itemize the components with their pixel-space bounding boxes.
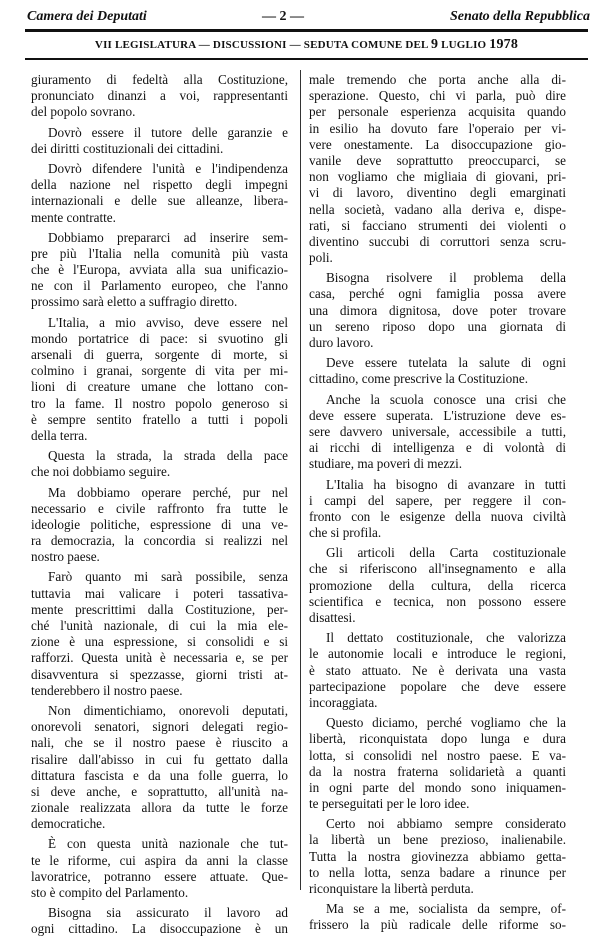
header-senate: Senato della Repubblica [450,9,590,24]
text-line: un sereno riposo dopo una giornata di [309,318,566,334]
text-line: to nella lotta, senza badare a rinunce per [309,864,566,880]
paragraph [309,901,566,933]
paragraph [31,230,288,311]
text-line: dei diritti costituzionali dei cittadini. [31,140,224,156]
paragraph [31,125,288,157]
text-line: L'Italia, a mio avviso, deve essere nel [48,314,288,330]
text-line: che noi dobbiamo seguire. [31,464,171,480]
header-chamber: Camera dei Deputati [27,9,147,24]
paragraph [309,392,566,473]
text-line: che si riferiscono all'insegnamento e alla [309,561,566,577]
paragraph [309,355,566,387]
text-line: Dobbiamo prepararci ad inserire sem- [48,229,288,245]
text-line: duro lavoro. [309,335,374,350]
text-line: democratiche. [31,816,106,832]
page-number: — 2 — [262,9,304,24]
text-line: pronunciato dinanzi a voi, rappresentanti [31,88,288,104]
text-line: disattesi. [309,610,356,625]
text-line: risalire dall'abisso in cui fu gettato dalla [31,751,288,767]
text-line: tenderebbero il nostro paese. [31,682,183,698]
text-line: Anche la scuola conosce una crisi che [326,391,566,407]
text-line: incoraggiata. [309,694,378,710]
paragraph [31,905,288,937]
text-line: Tutta la nostra giovinezza abbiamo getta- [309,848,566,864]
text-line: zione è una espressione, si consolidi e si [31,634,288,650]
paragraph [309,270,566,351]
column-divider [300,70,301,890]
running-header [25,7,590,27]
text-line: della terra. [31,427,88,443]
text-line: ché l'unità nazionale, di cui la mia ele- [31,618,288,633]
paragraph [31,72,288,121]
text-line: sere davvero universale, accessibile a tutti, [309,423,566,439]
text-line: i campi del sapere, per reggere il con- [309,492,566,508]
text-line: Ma se a me, socialista da sempre, of- [326,901,566,917]
text-line: mente prescrittimi dalla Costituzione, per- [31,601,288,617]
text-line: diventino succubi di corruttori senza scru- [309,233,566,249]
text-line: te perseguitati per le loro idee. [309,796,470,812]
text-line: male tremendo che porta anche alla di- [309,72,566,87]
text-column-right [309,72,566,938]
text-line: mondo portatrice di pace: si svuotino gli [31,330,288,346]
text-line: è sempre sentito fratello a tutti i popoli [31,411,288,427]
paragraph [31,315,288,445]
text-line: tro la fame. Il nostro popolo generoso si [31,395,288,411]
text-line: zionale realizzata allora da tutte le forze [31,800,288,816]
text-line: studiare, ma poveri di mezzi. [309,456,463,472]
paragraph [31,448,288,480]
text-line: si deve anche, e soprattutto, all'unità na- [31,783,288,799]
text-line: mente contratte. [31,209,116,225]
text-line: lavoratrice, potranno essere attuate. Que- [31,868,288,884]
text-line: è stato attuato. Ne è derivata una vasta [309,662,566,678]
text-line: Deve essere tutelata la salute di ogni [326,355,566,371]
text-line: cittadino, come prescrive la Costituzione. [309,371,528,387]
text-line: dittatura fascista e da una folle guerra, lo [31,767,288,783]
text-line: sto è compito del Parlamento. [31,885,189,900]
subheader-prefix: VII LEGISLATURA — DISCUSSIONI — SEDUTA COMUNE DEL [94,39,428,51]
text-line: vi di lavoro, diventino degli emarginati [309,185,566,201]
text-line: Dovrò essere il tutore delle garanzie e [48,124,288,140]
text-column-left [31,72,288,942]
text-line: una dimora dignitosa, dove poter trovare [309,302,566,318]
text-line: in ogni parte del mondo sono iniquamen- [309,779,566,795]
paragraph [31,485,288,566]
text-line: Dovrò difendere l'unità e l'indipendenza [48,160,288,176]
text-line: nali, che se il nostro paese è riuscito a [31,735,288,751]
text-line: casa, perché ogni famiglia possa avere [309,286,566,302]
text-line: onorevoli senatori, signori delegati regio- [31,719,288,735]
text-line: ne con il Parlamento europeo, che l'anno [31,278,288,294]
text-line: che si profila. [309,525,382,541]
text-line: scientifica e tecnica, non possono essere [309,593,566,609]
paragraph [309,715,566,812]
text-line: frissero la più radicale delle riforme so- [309,917,566,933]
text-line: rafforzi. Questa unità è necessaria e, se per [31,650,288,666]
text-line: della nazione nel rispetto degli impegni [31,177,288,193]
paragraph [31,836,288,901]
text-line: rati, si facciano strumenti dei violenti o [309,217,566,233]
text-line: le autonomie locali e introduce le regioni, [309,646,566,662]
text-line: in esilio ha dovuto fare l'operaio per vi- [309,120,566,136]
text-line: non vogliamo che migliaia di giovani, pri- [309,169,566,185]
text-line: necessario e civile raffronto fra tutte le [31,500,288,516]
text-line: ogni cittadino. La disoccupazione è un [31,921,288,937]
text-line: ideologie politiche, espressione di una ve- [31,516,288,532]
text-line: lioni di creature umane che lottano con- [31,379,288,395]
text-line: lotta, si consolidi nel nostro paese. E va- [309,747,566,763]
text-line: prossimo sarà eletto a suffragio diretto. [31,294,238,310]
text-line: Il dettato costituzionale, che valorizza [326,630,566,646]
paragraph [31,161,288,226]
text-line: partecipazione popolare che deve essere [309,678,566,694]
subheader-rule [25,58,588,60]
subheader-month: LUGLIO [441,39,487,51]
text-line: internazionali e delle sue alleanze, libera- [31,193,288,209]
text-line: Questo diciamo, perché vogliamo che la [326,715,566,731]
text-line: Non dimentichiamo, onorevoli deputati, [48,702,288,718]
header-rule [25,29,588,32]
subheader-day: 9 [430,37,439,52]
text-line: da la nostra fraterna solidarietà a quanti [309,763,566,779]
paragraph [309,630,566,711]
subheader-year: 1978 [489,37,519,52]
text-line: libertà, riconquistata dopo lunga e dura [309,731,566,747]
paragraph [31,703,288,833]
text-line: per personale esperienza acquisita quando [309,104,566,120]
text-line: giuramento di fedeltà alla Costituzione, [31,72,288,87]
text-line: Bisogna sia assicurato il lavoro ad [48,905,288,921]
text-line: L'Italia ha bisogno di avanzare in tutti [326,476,566,492]
text-line: Questa la strada, la strada della pace [48,448,288,464]
text-line: nostro paese. [31,549,100,565]
text-line: ai ricchi di intelligenza e di volontà di [309,440,566,456]
text-line: sperazione. Questo, chi vi parla, può dire [309,88,566,104]
text-line: Ma dobbiamo operare perché, pur nel [48,484,288,500]
text-line: Certo noi abbiamo sempre considerato [326,816,566,832]
session-subheader [25,37,588,53]
text-line: nella società, vadano alla deriva e, dispe- [309,201,566,217]
text-line: deve essere superata. L'istruzione deve es- [309,407,566,423]
paragraph [31,569,288,699]
paragraph [309,816,566,897]
text-line: Gli articoli della Carta costituzionale [326,545,566,561]
text-line: tuttavia mai valicare i poteri tassativa- [31,585,288,601]
text-line: arsenali di guerra, sorgente di morte, si [31,347,288,362]
paragraph [309,477,566,542]
text-line: vanile deve soprattutto preoccuparci, se [309,152,566,168]
text-line: fronto con le esigenze della nuova civiltà [309,508,566,524]
text-line: vere onestamente. La disoccupazione gio- [309,136,566,152]
text-line: poli. [309,250,333,266]
text-line: la libertà un bene prezioso, inalienabile. [309,832,566,848]
paragraph [309,72,566,266]
text-line: colmino i granai, sorgente di vita per mi- [31,363,288,379]
text-line: pre più l'Italia nella comunità più vasta [31,245,288,261]
text-line: Farò quanto mi sarà possibile, senza [48,569,288,585]
paragraph [309,545,566,626]
text-line: ra democrazia, la concordia si realizzi nel [31,533,288,549]
text-line: disavventura si spezzasse, giorni tristi at- [31,666,288,682]
text-line: che è l'Europa, avviata alla sua unificazio- [31,262,288,278]
text-line: È con questa unità nazionale che tut- [48,836,288,852]
text-line: te le riforme, cui aspira da anni la classe [31,852,288,868]
text-line: promozione della cultura, della ricerca [309,577,566,593]
text-line: del popolo sovrano. [31,104,136,120]
text-line: riconquistare la libertà perduta. [309,881,474,896]
text-line: Bisogna risolvere il problema della [326,270,566,286]
